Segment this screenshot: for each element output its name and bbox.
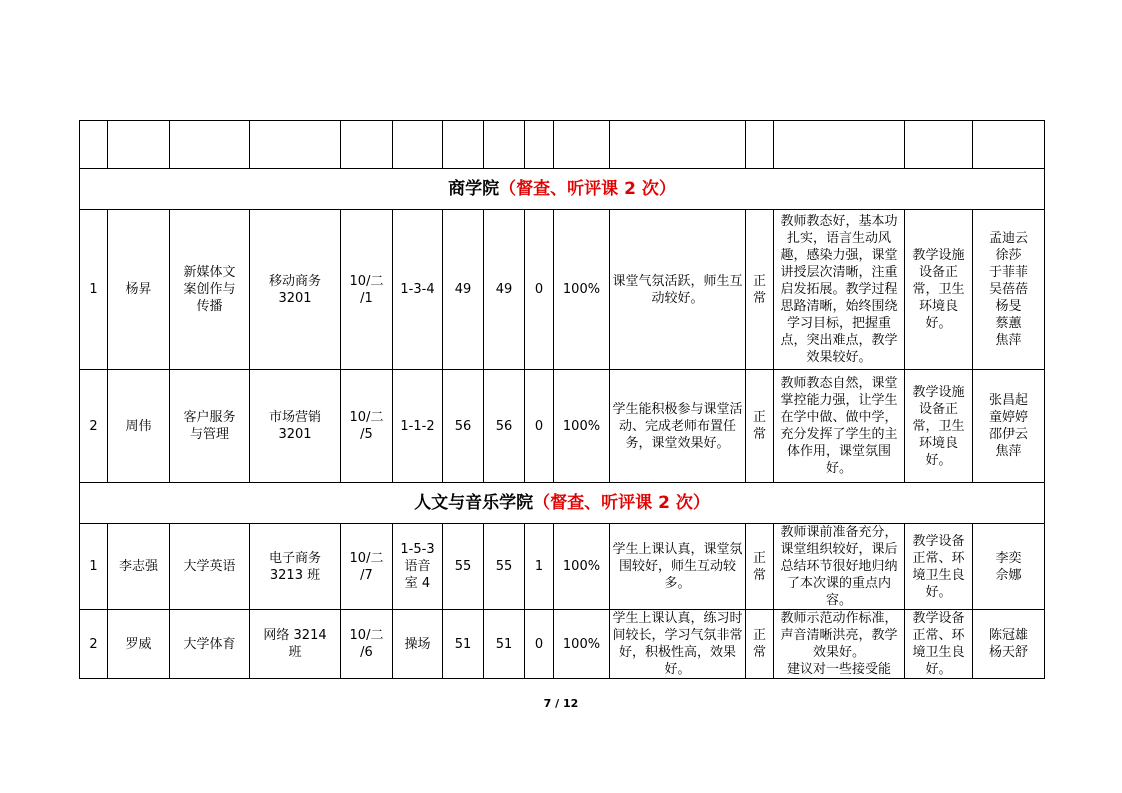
expected-count: 55	[443, 524, 484, 610]
teacher-evaluation: 教师教态好，基本功扎实，语言生动风趣，感染力强，课堂讲授层次清晰，注重启发拓展。教学过程思路清晰，始终围绕学习目标，把握重点，突出难点，教学效果较好。	[774, 210, 905, 370]
section-title-business	[80, 169, 1045, 210]
section-title-humanities	[80, 483, 1045, 524]
row-no: 2	[80, 610, 108, 679]
class-status: 正 常	[746, 370, 774, 483]
class-status: 正 常	[746, 610, 774, 679]
location: 1-1-2	[393, 370, 443, 483]
course-name: 大学体育	[170, 610, 250, 679]
inspectors: 陈冠雄 杨天舒	[973, 610, 1045, 679]
class-name: 网络 3214 班	[250, 610, 341, 679]
actual-count: 51	[484, 610, 525, 679]
row-no: 2	[80, 370, 108, 483]
location: 1-3-4	[393, 210, 443, 370]
expected-count: 56	[443, 370, 484, 483]
location: 1-5-3 语音 室 4	[393, 524, 443, 610]
actual-count: 49	[484, 210, 525, 370]
actual-count: 56	[484, 370, 525, 483]
facility-status: 教学设备正常、环境卫生良好。	[905, 524, 973, 610]
table-row	[80, 610, 1045, 679]
attendance-rate: 100%	[554, 524, 610, 610]
course-name: 大学英语	[170, 524, 250, 610]
teacher-name: 杨昇	[108, 210, 170, 370]
row-no: 1	[80, 210, 108, 370]
facility-status: 教学设施设备正常，卫生环境良好。	[905, 370, 973, 483]
course-name: 客户服务 与管理	[170, 370, 250, 483]
table-row	[80, 524, 1045, 610]
student-evaluation: 课堂气氛活跃，师生互动较好。	[610, 210, 746, 370]
section-note: （督查、听评课 2 次）	[499, 178, 676, 199]
section-name: 人文与音乐学院	[414, 492, 534, 513]
section-note: （督查、听评课 2 次）	[533, 492, 710, 513]
teacher-evaluation: 教师教态自然，课堂掌控能力强，让学生在学中做、做中学，充分发挥了学生的主体作用，课堂氛围好。	[774, 370, 905, 483]
section-row-humanities	[80, 483, 1045, 524]
student-evaluation: 学生能积极参与课堂活动、完成老师布置任务，课堂效果好。	[610, 370, 746, 483]
expected-count: 49	[443, 210, 484, 370]
inspectors: 张昌起 童婷婷 邵伊云 焦萍	[973, 370, 1045, 483]
teacher-evaluation: 教师课前准备充分，课堂组织较好，课后总结环节很好地归纳了本次课的重点内容。	[774, 524, 905, 610]
table-row	[80, 370, 1045, 483]
facility-status: 教学设施设备正常，卫生环境良好。	[905, 210, 973, 370]
expected-count: 51	[443, 610, 484, 679]
section-row-business	[80, 169, 1045, 210]
absent-count: 0	[525, 370, 554, 483]
course-name: 新媒体文 案创作与 传播	[170, 210, 250, 370]
teacher-name: 李志强	[108, 524, 170, 610]
week-day-period: 10/二 /5	[341, 370, 393, 483]
teacher-name: 周伟	[108, 370, 170, 483]
week-day-period: 10/二 /1	[341, 210, 393, 370]
facility-status: 教学设备正常、环境卫生良好。	[905, 610, 973, 679]
inspectors: 孟迪云 徐莎 于菲菲 吴蓓蓓 杨旻 蔡蕙 焦萍	[973, 210, 1045, 370]
absent-count: 1	[525, 524, 554, 610]
teacher-name: 罗威	[108, 610, 170, 679]
attendance-rate: 100%	[554, 210, 610, 370]
inspection-table	[79, 120, 1045, 679]
page-number: 7 / 12	[543, 697, 579, 710]
attendance-rate: 100%	[554, 610, 610, 679]
section-name: 商学院	[448, 178, 500, 199]
blank-header-row	[80, 121, 1045, 169]
absent-count: 0	[525, 210, 554, 370]
class-status: 正 常	[746, 524, 774, 610]
teacher-evaluation: 教师示范动作标准，声音清晰洪亮，教学效果好。 建议对一些接受能	[774, 610, 905, 679]
class-name: 市场营销 3201	[250, 370, 341, 483]
week-day-period: 10/二 /6	[341, 610, 393, 679]
inspectors: 李奕 佘娜	[973, 524, 1045, 610]
class-name: 电子商务 3213 班	[250, 524, 341, 610]
class-status: 正 常	[746, 210, 774, 370]
student-evaluation: 学生上课认真，课堂氛围较好，师生互动较多。	[610, 524, 746, 610]
row-no: 1	[80, 524, 108, 610]
class-name: 移动商务 3201	[250, 210, 341, 370]
attendance-rate: 100%	[554, 370, 610, 483]
week-day-period: 10/二 /7	[341, 524, 393, 610]
table-row	[80, 210, 1045, 370]
actual-count: 55	[484, 524, 525, 610]
absent-count: 0	[525, 610, 554, 679]
student-evaluation: 学生上课认真，练习时间较长，学习气氛非常好，积极性高，效果好。	[610, 610, 746, 679]
location: 操场	[393, 610, 443, 679]
